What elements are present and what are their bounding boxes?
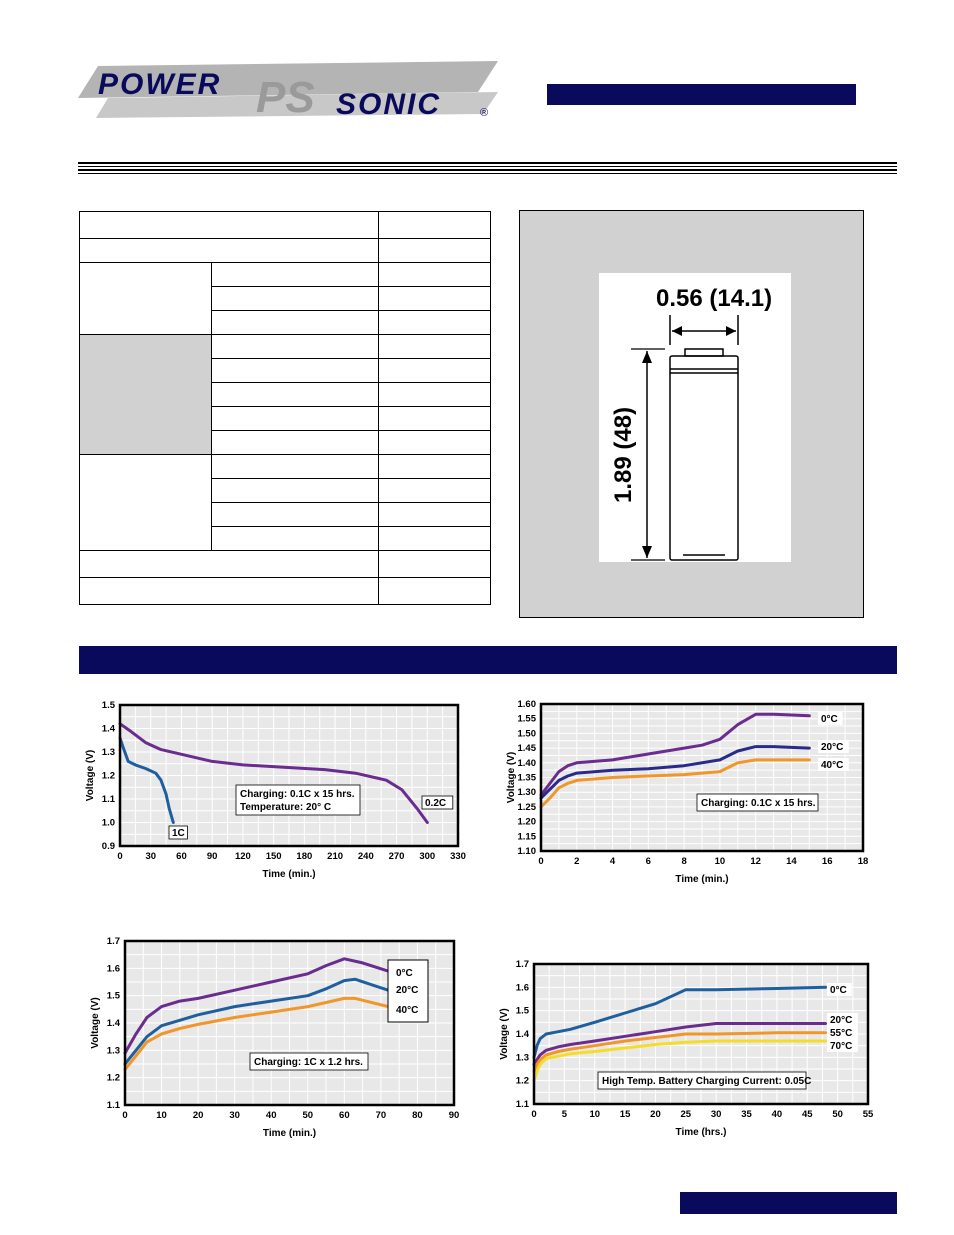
- series-label: 0°C: [396, 968, 413, 979]
- y-tick-label: 1.40: [517, 757, 536, 769]
- series-label: 70°C: [830, 1041, 853, 1052]
- x-tick-label: 20: [650, 1109, 661, 1120]
- y-tick-label: 1.3: [101, 747, 115, 758]
- discharge-chart: [78, 695, 478, 885]
- x-tick-label: 180: [296, 851, 313, 862]
- x-tick-label: 70: [375, 1110, 387, 1121]
- y-tick-label: 1.5: [101, 700, 115, 711]
- x-tick-label: 18: [857, 856, 869, 867]
- y-axis-label: Voltage (V): [499, 1008, 510, 1060]
- x-tick-label: 2: [574, 856, 580, 867]
- table-row: [80, 212, 491, 239]
- grid: [541, 704, 863, 851]
- x-tick-label: 30: [145, 851, 157, 862]
- y-tick-label: 1.3: [106, 1045, 120, 1057]
- y-tick-label: 1.4: [101, 723, 115, 735]
- x-tick-label: 15: [619, 1109, 631, 1120]
- x-tick-label: 6: [645, 856, 651, 867]
- registered-mark: ®: [480, 107, 489, 119]
- y-axis-label: Voltage (V): [85, 749, 96, 802]
- y-tick-label: 1.1: [515, 1099, 529, 1110]
- x-tick-label: 240: [357, 851, 374, 862]
- x-tick-label: 330: [450, 851, 466, 862]
- x-tick-label: 90: [206, 851, 218, 862]
- performance-section-bar: [79, 646, 897, 674]
- x-tick-label: 0: [122, 1110, 128, 1121]
- y-tick-label: 1.2: [101, 770, 115, 782]
- x-tick-label: 10: [714, 856, 726, 867]
- svg-text:POWER: POWER: [98, 68, 222, 101]
- x-tick-label: 80: [412, 1110, 423, 1121]
- y-tick-label: 1.1: [106, 1100, 120, 1111]
- series-label: 20°C: [830, 1015, 853, 1026]
- y-tick-label: 1.20: [517, 816, 536, 828]
- series-label: 20°C: [821, 742, 844, 753]
- svg-text:PS: PS: [256, 73, 315, 120]
- y-tick-label: 1.10: [517, 846, 536, 857]
- high-temp-charge-chart: [492, 955, 882, 1145]
- y-tick-label: 1.60: [517, 699, 536, 710]
- x-tick-label: 10: [589, 1109, 601, 1120]
- y-tick-label: 1.4: [106, 1018, 120, 1029]
- y-tick-label: 1.30: [517, 787, 536, 799]
- y-tick-label: 1.6: [515, 982, 529, 994]
- x-tick-label: 300: [419, 851, 436, 862]
- y-tick-label: 1.35: [517, 772, 536, 784]
- x-tick-label: 0: [538, 856, 544, 867]
- dimension-drawing: [599, 273, 791, 562]
- series-label: 0.2C: [425, 798, 447, 809]
- x-axis-label: Time (min.): [262, 869, 316, 880]
- y-tick-label: 1.2: [106, 1072, 120, 1084]
- y-axis-label: Voltage (V): [506, 751, 517, 804]
- series-label: 20°C: [396, 985, 419, 996]
- y-tick-label: 1.1: [101, 794, 115, 805]
- y-tick-label: 1.55: [517, 713, 536, 725]
- x-tick-label: 120: [234, 851, 251, 862]
- series-label: 40°C: [821, 760, 844, 771]
- header-title-bar: [547, 84, 856, 105]
- x-axis-label: Time (min.): [262, 1128, 317, 1139]
- table-row: [80, 578, 491, 605]
- annotation-text: High Temp. Battery Charging Current: 0.05C: [602, 1076, 812, 1087]
- x-tick-label: 0: [117, 851, 123, 862]
- annotation-text: Temperature: 20° C: [240, 802, 332, 813]
- x-axis-label: Time (hrs.): [675, 1127, 727, 1138]
- battery-cell-outline: [670, 349, 738, 560]
- specifications-table: [79, 211, 491, 605]
- x-tick-label: 30: [229, 1110, 240, 1121]
- x-tick-label: 30: [710, 1109, 722, 1120]
- x-tick-label: 4: [609, 856, 616, 867]
- series-label: 55°C: [830, 1028, 853, 1039]
- annotation-text: Charging: 0.1C x 15 hrs.: [240, 789, 355, 800]
- x-tick-label: 10: [156, 1110, 167, 1121]
- y-tick-label: 1.3: [515, 1052, 529, 1064]
- series-label: 0°C: [830, 985, 847, 996]
- y-tick-label: 1.2: [515, 1075, 529, 1087]
- width-dimension-label: 0.56 (14.1): [656, 285, 773, 312]
- y-tick-label: 1.45: [517, 743, 536, 755]
- y-tick-label: 1.5: [515, 1005, 529, 1017]
- x-axis-label: Time (min.): [675, 874, 729, 885]
- y-tick-label: 1.4: [515, 1029, 529, 1040]
- x-tick-label: 20: [192, 1110, 204, 1121]
- section-rule: [78, 162, 897, 176]
- series-label: 40°C: [396, 1005, 419, 1016]
- y-tick-label: 1.6: [106, 963, 120, 975]
- x-tick-label: 50: [302, 1110, 314, 1121]
- x-tick-label: 40: [771, 1109, 783, 1120]
- x-tick-label: 5: [561, 1109, 568, 1120]
- table-row: [80, 455, 491, 479]
- x-tick-label: 16: [821, 856, 833, 867]
- x-tick-label: 14: [786, 856, 797, 867]
- series-label: 0°C: [821, 714, 838, 725]
- x-tick-label: 60: [176, 851, 187, 862]
- dimension-drawing-panel: [519, 210, 864, 618]
- x-tick-label: 60: [339, 1110, 350, 1121]
- x-tick-label: 90: [448, 1110, 460, 1121]
- x-tick-label: 210: [327, 851, 344, 862]
- y-tick-label: 1.7: [515, 959, 529, 970]
- y-tick-label: 1.15: [517, 831, 536, 843]
- x-tick-label: 0: [531, 1109, 537, 1120]
- x-tick-label: 12: [750, 856, 761, 867]
- annotation-text: Charging: 1C x 1.2 hrs.: [254, 1057, 363, 1068]
- y-tick-label: 1.7: [106, 936, 120, 947]
- y-tick-label: 1.25: [517, 801, 536, 813]
- footer-bar: [680, 1192, 897, 1214]
- table-row: [80, 239, 491, 263]
- height-dimension-label: 1.89 (48): [610, 406, 637, 503]
- table-row: [80, 335, 491, 359]
- x-tick-label: 25: [680, 1109, 692, 1120]
- table-row: [80, 263, 491, 287]
- y-axis-label: Voltage (V): [90, 997, 101, 1049]
- y-tick-label: 1.50: [517, 728, 536, 740]
- x-tick-label: 270: [388, 851, 405, 862]
- x-tick-label: 55: [862, 1109, 874, 1120]
- x-tick-label: 45: [801, 1109, 813, 1120]
- series-label: 1C: [172, 828, 185, 839]
- svg-text:SONIC: SONIC: [336, 88, 442, 120]
- power-sonic-logo: [78, 58, 503, 120]
- charge-characteristics-0.1c-chart: [492, 695, 882, 885]
- annotation-text: Charging: 0.1C x 15 hrs.: [701, 798, 816, 809]
- y-tick-label: 1.5: [106, 990, 120, 1002]
- table-row: [80, 551, 491, 578]
- y-tick-label: 0.9: [101, 841, 115, 852]
- charge-characteristics-1c-chart: [78, 930, 468, 1145]
- x-tick-label: 35: [741, 1109, 752, 1120]
- x-tick-label: 8: [681, 856, 687, 867]
- y-tick-label: 1.0: [101, 817, 115, 829]
- x-tick-label: 150: [265, 851, 282, 862]
- x-tick-label: 40: [265, 1110, 277, 1121]
- x-tick-label: 50: [832, 1109, 843, 1120]
